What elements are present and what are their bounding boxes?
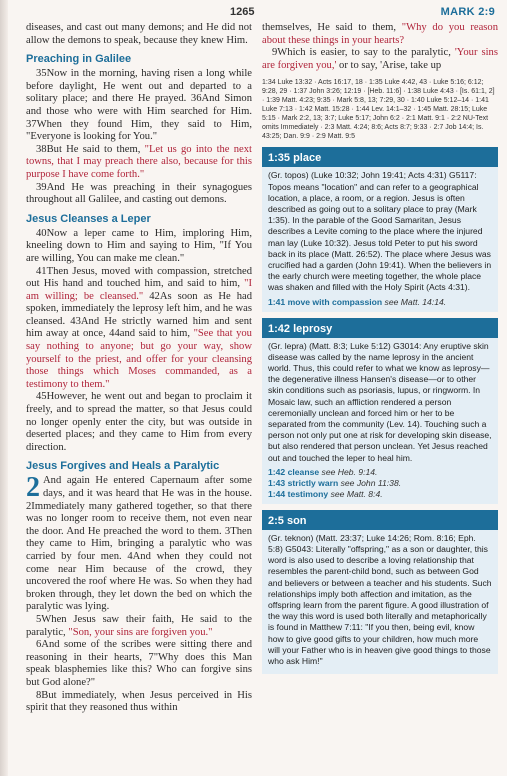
verse-paragraph (26, 614, 252, 639)
verse-paragraph: 45However, he went out and began to proclaim it freely, and to spread the matter, so that Jesus could no longer openly enter the city, but was outside in deserted places; and they came to Him from every direction. (26, 391, 252, 453)
words-of-jesus: "Why do you reason about these things in your hearts? (262, 22, 498, 46)
words-of-jesus: 'Your sins are forgiven you,' (262, 47, 498, 71)
word-study-title: 1:42 leprosy (262, 320, 498, 338)
page-header (0, 6, 507, 22)
page-number: 1265 (230, 6, 255, 18)
verse-paragraph (26, 472, 252, 614)
verse-paragraph (262, 22, 498, 47)
see-also (268, 478, 492, 489)
words-of-jesus: "I am willing; be cleansed." (26, 278, 252, 302)
verse-text: 41Then Jesus, moved with compassion, stretched out His hand and touched him, and said to him, (26, 265, 252, 290)
section-heading: Jesus Cleanses a Leper (26, 212, 151, 225)
word-study-body (262, 530, 498, 674)
words-of-jesus: "Let us go into the next towns, that I may preach there also, because for this purpose I have come forth." (26, 143, 252, 180)
word-study-box (262, 510, 498, 674)
words-of-jesus: "Son, your sins are forgiven you." (68, 626, 213, 638)
see-also-ref: see John 11:38. (340, 477, 402, 488)
verse-text: And again He entered Capernaum after some days, and it was heard that He was in the house. 2Immediately many gathered together, so that there was no longer room to receive them, not even near the door. And He preached the word to them. 3Then they came to Him, bringing a paralytic who was carried by four men. 4And when they could not come near Him because of the crowd, they uncovered the roof where He was. So when they had broken through, they let down the bed on which the paralytic was lying. (26, 475, 252, 613)
verse-text: 38But He said to them, (36, 143, 141, 155)
see-also-term: 1:42 cleanse (268, 466, 320, 477)
section-heading: Preaching in Galilee (26, 53, 132, 66)
verse-text: 42As soon as He had spoken, immediately the leprosy left him, and he was cleansed. 43And He strictly warned him and sent him away at once, 44and said to him, (26, 290, 252, 340)
word-study-title: 2:5 son (262, 512, 498, 530)
verse-paragraph: 8But immediately, when Jesus perceived in His spirit that they reasoned thus within (26, 689, 252, 714)
right-column (262, 22, 498, 770)
see-also (268, 467, 492, 478)
word-study-box (262, 318, 498, 504)
chapter-reference: MARK 2:9 (440, 6, 495, 18)
word-study-definition: (Gr. topos) (Luke 10:32; John 19:41; Acts 4:31) G5117: Topos means "location" and can refer to a geographical location, a place, a room, or a region. Jesus is often described as going out to a solitary place to pray (Mark 1:35). In the parable of the Good Samaritan, Jesus describes a Levite coming to the place where the injured man lay (Luke 10:32). Jesus told Peter to put his sword back in its place (Matt. 26:52). The place where Jesus was crucified had a garden (John 19:41). When the believers in the early church were meeting together, the whole place was shaken and filled with the Holy Spirit (Acts 4:31). (268, 170, 492, 293)
word-study-definition: (Gr. teknon) (Matt. 23:37; Luke 14:26; Rom. 8:16; Eph. 5:8) G5043: Literally "offspring," as a son or daughter, this word is also used to describe a loving relationship that resembles the parent-child bond, such as between God and believers or between a teacher and his students. Such relationships imply both affection and imitation, as the offspring learn from the parent figure. A good illustration of the way this word is used both literally and metaphorically is found in Matthew 7:11: "If you then, being evil, know how to give good gifts to your children, how much more will your Father who is in heaven give good things to those who ask Him!" (268, 532, 492, 667)
verse-paragraph: 39And He was preaching in their synagogues throughout all Galilee, and casting out demons. (26, 181, 252, 206)
words-of-jesus: "See that you say nothing to anyone; but go your way, show yourself to the priest, and offer for your cleansing those things which Moses commanded, as a testimony to them." (26, 328, 252, 390)
verse-text: 5When Jesus saw their faith, He said to the paralytic, (26, 613, 252, 638)
verse-text: or to say, 'Arise, take up (339, 59, 442, 71)
verse-paragraph (262, 47, 498, 72)
see-also-term: 1:44 testimony (268, 488, 329, 499)
see-also-ref: see Matt. 14:14. (384, 296, 447, 307)
page-gutter (0, 0, 8, 776)
word-study-body (262, 338, 498, 504)
left-column (26, 22, 252, 770)
verse-paragraph: 35Now in the morning, having risen a long while before daylight, He went out and departed to a solitary place; and there He prayed. 36And Simon and those who were with Him searched for Him. 37When they found Him, they said to Him, "Everyone is looking for You." (26, 68, 252, 143)
verse-paragraph (26, 144, 252, 182)
verse-paragraph (26, 266, 252, 392)
see-also-term: 1:43 strictly warn (268, 477, 339, 488)
see-also-term: 1:41 move with compassion (268, 296, 383, 307)
chapter-number: 2 (26, 472, 40, 504)
see-also (268, 489, 492, 500)
see-also (268, 297, 492, 308)
section-heading: Jesus Forgives and Heals a Paralytic (26, 460, 220, 473)
verse-paragraph: 6And some of the scribes were sitting there and reasoning in their hearts, 7"Why does this Man speak blasphemies like this? Who can forgive sins but God alone?" (26, 639, 252, 688)
verse-paragraph: diseases, and cast out many demons; and He did not allow the demons to speak, because they knew Him. (26, 22, 252, 46)
see-also-ref: see Heb. 9:14. (321, 466, 378, 477)
verse-text: themselves, He said to them, (262, 22, 397, 33)
word-study-definition: (Gr. lepra) (Matt. 8:3; Luke 5:12) G3014: Any eruptive skin disease was called by the name leprosy in the ancient world. Thus, this could refer to what we know as leprosy—the degenerative illness Hansen's disease—or to other skin conditions such as psoriasis, lupus, or ringworm. In Mosaic law, such an affliction rendered a person ceremonially unclean and forced him or her to be separated from the community (Lev. 14). Touching such a person not only put one at risk for developing skin disease, but also rendered that person unclean. Yet Jesus reached out and touched the leper to heal him. (268, 340, 492, 463)
verse-paragraph: 40Now a leper came to Him, imploring Him, kneeling down to Him and saying to Him, "If You are willing, You can make me clean." (26, 227, 252, 264)
see-also-ref: see Matt. 8:4. (330, 488, 383, 499)
word-study-body (262, 167, 498, 311)
word-study-box (262, 147, 498, 311)
cross-references: 1:34 Luke 13:32 · Acts 16:17, 18 · 1:35 Luke 4:42, 43 · Luke 5:16; 6:12; 9:28, 29 · 1:37 John 3:26; 12:19 · [Heb. 11:6] · 1:38 Luke 4:43 · [Is. 61:1, 2] · 1:39 Matt. 4:23; 9:35 · Mark 5:8, 13; 7:29, 30 · 1:40 Luke 5:12–14 · 1:41 Luke 7:13 · 1:42 Matt. 15:28 · 1:44 Lev. 14:1–32 · 1:45 Matt. 28:15; Luke 5:15 · Mark 2:2, 13; 3:7; Luke 5:17; John 6:2 · 2:1 Matt. 9:1 · 2:2 NU-Text omits Immediately · 2:3 Matt. 4:24; 8:6; Acts 8:7; 9:33 · 2:7 Job 14:4; Is. 43:25; Dan. 9:9 · 2:9 Matt. 9:5 (262, 79, 495, 141)
verse-text: 9Which is easier, to say to the paralytic, (272, 47, 451, 59)
word-study-title: 1:35 place (262, 149, 498, 167)
